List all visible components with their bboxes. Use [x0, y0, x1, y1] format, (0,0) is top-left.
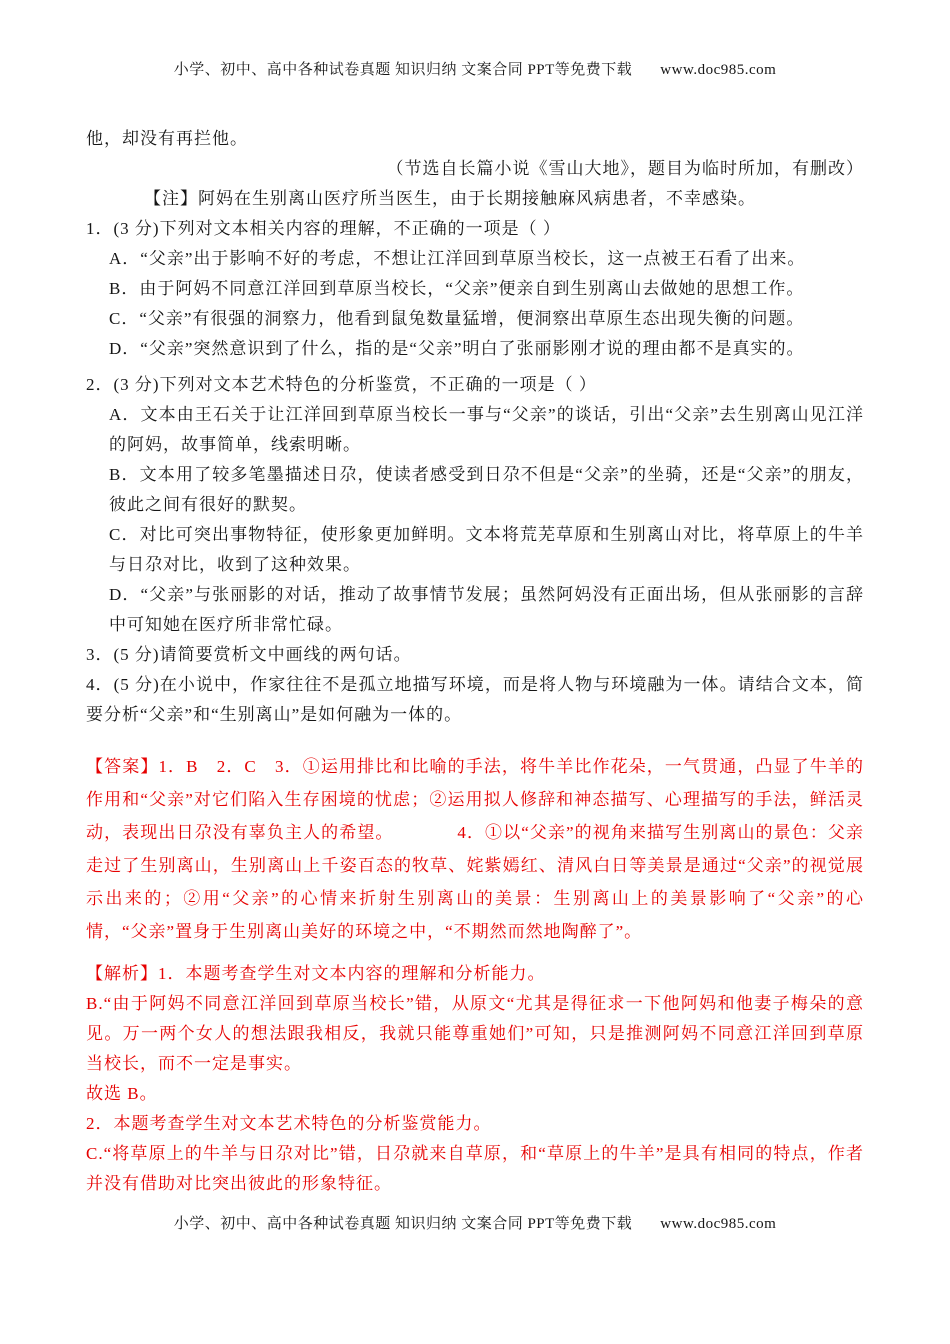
answer-label: 【答案】 — [86, 757, 159, 776]
question-2-option-c: C．对比可突出事物特征，使形象更加鲜明。文本将荒芜草原和生别离山对比，将草原上的牛羊与日尕对比，收到了这种效果。 — [109, 525, 864, 574]
question-3-stem: 3．(5 分)请简要赏析文中画线的两句话。 — [86, 645, 412, 664]
passage-tail-line: 他，却没有再拦他。 — [86, 129, 248, 148]
question-1-options — [109, 244, 864, 364]
question-1-option-d: D．“父亲”突然意识到了什么，指的是“父亲”明白了张丽影刚才说的理由都不是真实的。 — [109, 339, 805, 358]
question-1-option-b: B．由于阿妈不同意江洋回到草原当校长，“父亲”便亲自到生别离山去做她的思想工作。 — [109, 279, 805, 298]
page-header — [0, 58, 950, 79]
footer-site-url: www.doc985.com — [660, 1216, 777, 1232]
question-1-option-c: C．“父亲”有很强的洞察力，他看到鼠兔数量猛增，便洞察出草原生态出现失衡的问题。 — [109, 309, 805, 328]
question-2-options — [109, 400, 864, 640]
question-1-stem: 1．(3 分)下列对文本相关内容的理解，不正确的一项是（ ） — [86, 219, 561, 238]
passage-source-line: （节选自长篇小说《雪山大地》，题目为临时所加，有删改） — [386, 159, 864, 178]
header-site-url: www.doc985.com — [660, 62, 777, 78]
question-2-stem: 2．(3 分)下列对文本艺术特色的分析鉴赏，不正确的一项是（ ） — [86, 375, 597, 394]
analysis-paragraph-3: 故选 B。 — [86, 1084, 158, 1103]
footer-text: 小学、初中、高中各种试卷真题 知识归纳 文案合同 PPT等免费下载 — [173, 1216, 633, 1232]
analysis-paragraph-4: 2．本题考查学生对文本艺术特色的分析鉴赏能力。 — [86, 1114, 492, 1133]
analysis-paragraph-2: B.“由于阿妈不同意江洋回到草原当校长”错，从原文“尤其是得征求一下他阿妈和他妻子梅朵的意见。万一两个女人的想法跟我相反，我就只能尊重她们”可知，只是推测阿妈不同意江洋回到草原当校长，而不一定是事实。 — [86, 994, 864, 1073]
answer-text: 1．B 2．C 3．①运用排比和比喻的手法，将牛羊比作花朵，一气贯通，凸显了牛羊的作用和“父亲”对它们陷入生存困境的忧虑；②运用拟人修辞和神态描写、心理描写的手法，鲜活灵动，表现出日尕没有辜负主人的希望。 4．①以“父亲”的视角来描写生别离山的景色：父亲走过了生别离山，生别离山上千姿百态的牧草、姹紫嫣红、清风白日等美景是通过“父亲”的视觉展示出来的；②用“父亲”的心情来折射生别离山的美景：生别离山上的美景影响了“父亲”的心情，“父亲”置身于生别离山美好的环境之中，“不期然而然地陶醉了”。 — [86, 757, 864, 941]
analysis-block — [86, 959, 864, 1199]
passage-note-line: 【注】阿妈在生别离山医疗所当医生，由于长期接触麻风病患者，不幸感染。 — [144, 189, 756, 208]
header-text: 小学、初中、高中各种试卷真题 知识归纳 文案合同 PPT等免费下载 — [173, 62, 633, 78]
answer-block — [86, 750, 864, 948]
analysis-paragraph-5: C.“将草原上的牛羊与日尕对比”错，日尕就来自草原，和“草原上的牛羊”是具有相同的特点，作者并没有借助对比突出彼此的形象特征。 — [86, 1144, 864, 1193]
analysis-label: 【解析】 — [86, 964, 158, 983]
analysis-paragraph-1 — [86, 959, 864, 989]
question-2-option-a: A．文本由王石关于让江洋回到草原当校长一事与“父亲”的谈话，引出“父亲”去生别离山见江洋的阿妈，故事简单，线索明晰。 — [109, 405, 864, 454]
document-body — [86, 124, 864, 1199]
question-1-option-a: A．“父亲”出于影响不好的考虑，不想让江洋回到草原当校长，这一点被王石看了出来。 — [109, 249, 806, 268]
question-2-option-d: D．“父亲”与张丽影的对话，推动了故事情节发展；虽然阿妈没有正面出场，但从张丽影的言辞中可知她在医疗所非常忙碌。 — [109, 585, 864, 634]
page-footer — [0, 1212, 950, 1233]
question-2-option-b: B．文本用了较多笔墨描述日尕，使读者感受到日尕不但是“父亲”的坐骑，还是“父亲”的朋友，彼此之间有很好的默契。 — [109, 465, 864, 514]
question-4-stem: 4．(5 分)在小说中，作家往往不是孤立地描写环境，而是将人物与环境融为一体。请结合文本，简要分析“父亲”和“生别离山”是如何融为一体的。 — [86, 675, 864, 724]
analysis-paragraph-1-text: 1．本题考查学生对文本内容的理解和分析能力。 — [158, 964, 546, 983]
